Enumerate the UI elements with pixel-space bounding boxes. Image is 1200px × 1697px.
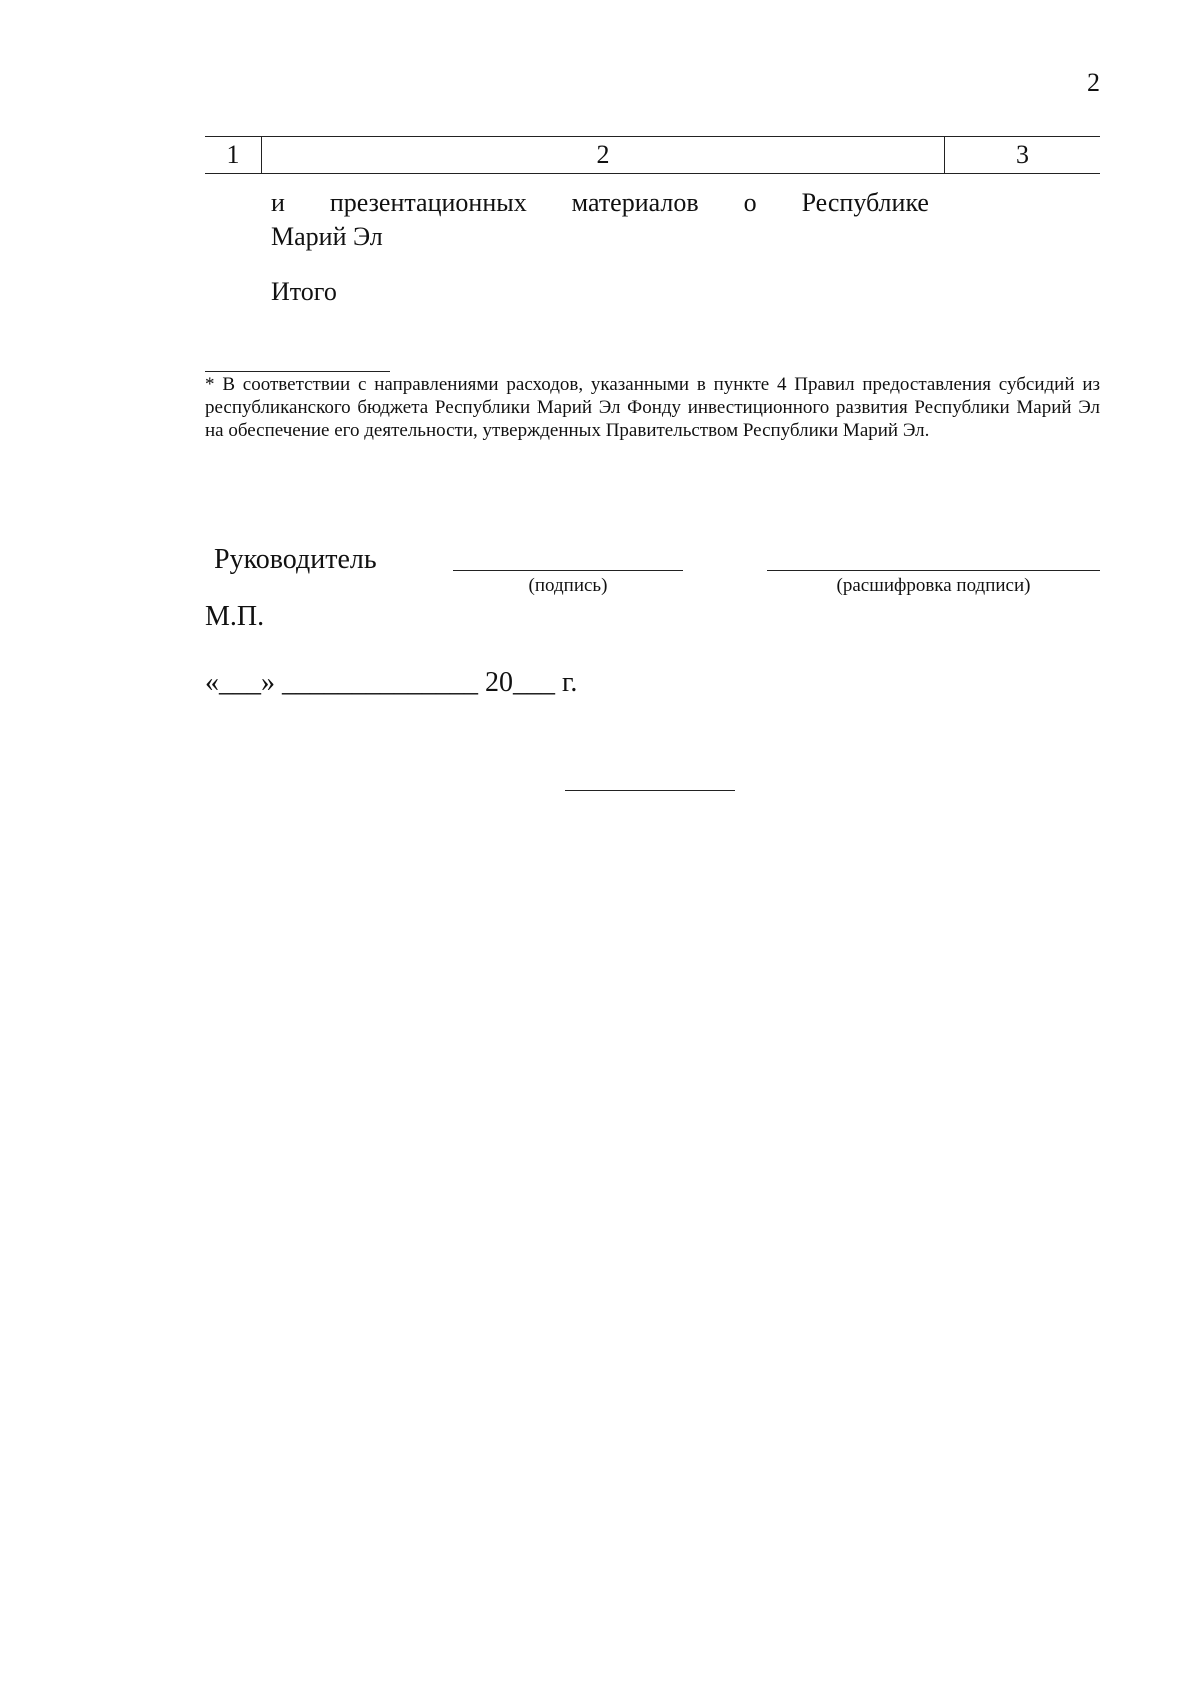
row-text-line-2: Марий Эл	[271, 222, 383, 251]
column-header-1: 1	[205, 137, 262, 173]
row-text-line-1	[271, 186, 929, 220]
signature-decode-caption: (расшифровка подписи)	[836, 575, 1031, 596]
signer-label: Руководитель	[214, 544, 377, 575]
page-number: 2	[1087, 68, 1100, 97]
row-word: материалов	[571, 188, 699, 217]
row-word: о	[743, 188, 757, 217]
row-word: Республике	[801, 188, 929, 217]
end-divider	[565, 790, 735, 791]
stamp-label: М.П.	[205, 601, 265, 632]
row-word: презентационных	[329, 188, 527, 217]
table-header-row	[205, 136, 1100, 174]
signature-decode-line	[767, 570, 1100, 571]
column-header-3: 3	[1016, 140, 1029, 169]
signature-caption: (подпись)	[528, 575, 608, 596]
footnote-divider	[205, 371, 390, 372]
signature-line	[453, 570, 683, 571]
footnote-text: * В соответствии с направлениями расходов, указанными в пункте 4 Правил предоставления субсидий из республиканского бюджета Республики Марий Эл Фонду инвестиционного развития Республики Марий Эл на обеспечение его деятельности, утвержденных Правительством Республики Марий Эл.	[205, 374, 1100, 441]
table-row-text	[271, 186, 929, 254]
column-header-2: 2	[262, 137, 945, 173]
date-line: «___» ______________ 20___ г.	[205, 667, 578, 698]
row-word: и	[271, 188, 285, 217]
total-label: Итого	[271, 277, 337, 306]
